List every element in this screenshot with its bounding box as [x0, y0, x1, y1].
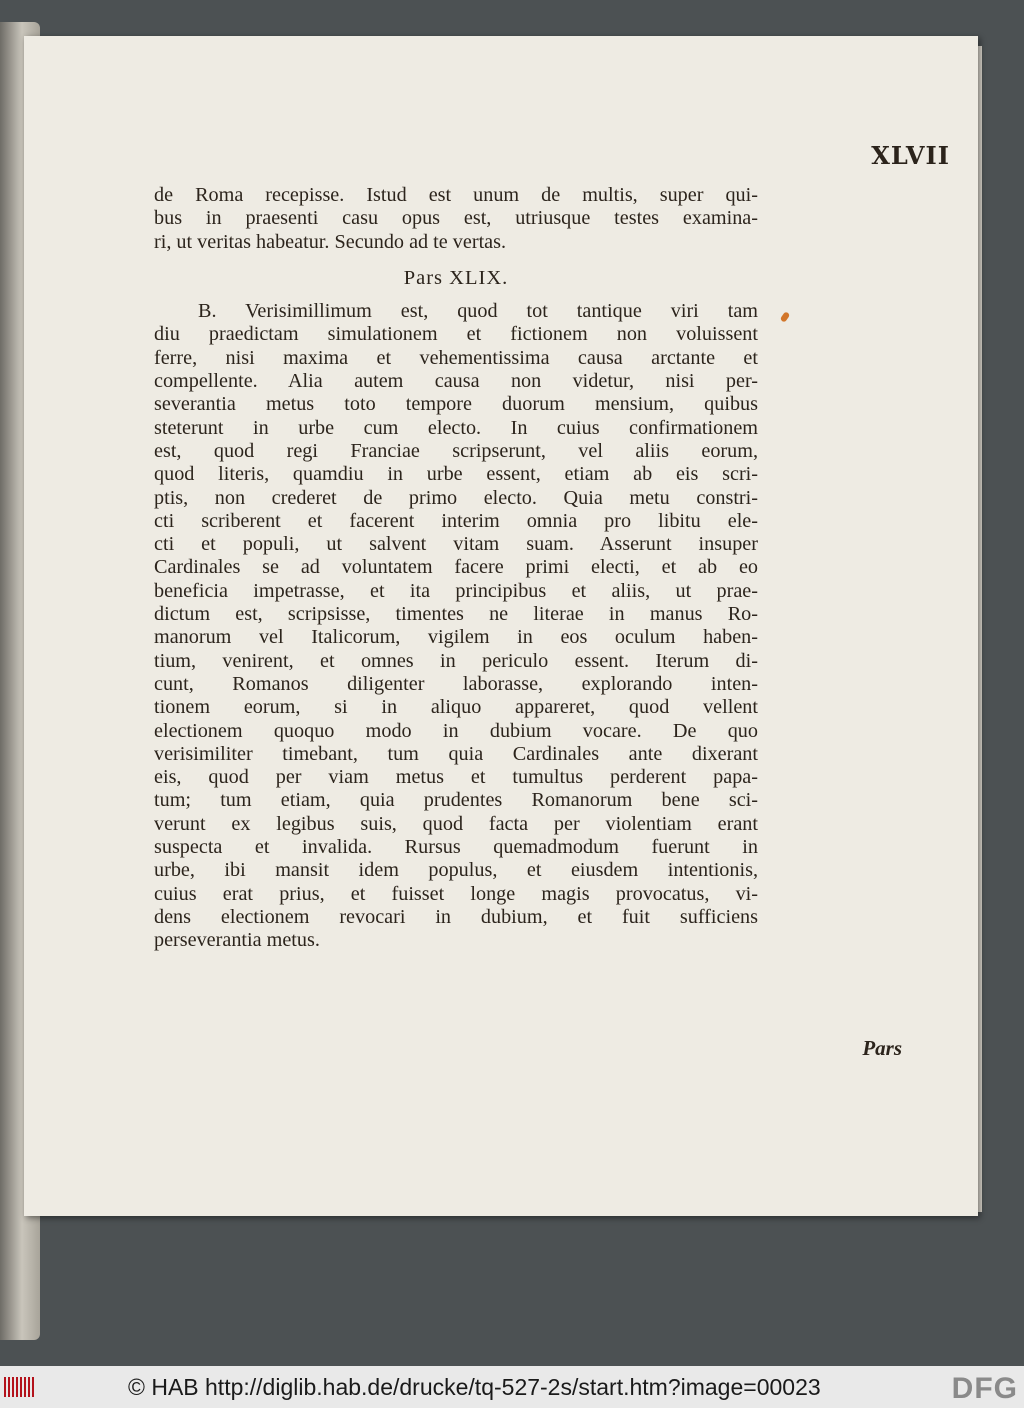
text-line: tium, venirent, et omnes in periculo essent. Iterum di-: [154, 649, 758, 672]
page-text: [154, 184, 758, 953]
footer-bar: [0, 1366, 1024, 1408]
section-heading: Pars XLIX.: [403, 266, 509, 289]
text-line: cti scriberent et facerent interim omnia pro libitu ele-: [154, 509, 758, 532]
text-line: quod literis, quamdiu in urbe essent, etiam ab eis scri-: [154, 463, 758, 486]
paragraph-continuation: [154, 184, 758, 254]
text-line: bus in praesenti casu opus est, utriusque testes examina-: [154, 207, 758, 230]
text-line: cti et populi, ut salvent vitam suam. Asserunt insuper: [154, 533, 758, 556]
text-line: compellente. Alia autem causa non videtur, nisi per-: [154, 370, 758, 393]
text-line: cunt, Romanos diligenter laborasse, explorando inten-: [154, 672, 758, 695]
text-line: est, quod regi Franciae scripserunt, vel aliis eorum,: [154, 439, 758, 462]
paragraph-main: [154, 300, 758, 952]
catchword: Pars: [862, 1036, 902, 1060]
text-line: Cardinales se ad voluntatem facere primi electi, et ab eo: [154, 556, 758, 579]
book-page: [24, 36, 978, 1216]
ink-speck: [780, 311, 791, 323]
text-line: diu praedictam simulationem et fictionem non voluissent: [154, 323, 758, 346]
text-line: cuius erat prius, et fuisset longe magis provocatus, vi-: [154, 882, 758, 905]
text-line: ferre, nisi maxima et vehementissima causa arctante et: [154, 346, 758, 369]
text-line: dictum est, scripsisse, timentes ne literae in manus Ro-: [154, 603, 758, 626]
text-line: steterunt in urbe cum electo. In cuius confirmationem: [154, 416, 758, 439]
citation-link[interactable]: © HAB http://diglib.hab.de/drucke/tq-527-2s/start.htm?image=00023: [128, 1373, 821, 1400]
text-line: tum; tum etiam, quia prudentes Romanorum bene sci-: [154, 789, 758, 812]
text-line: eis, quod per viam metus et tumultus perderent papa-: [154, 766, 758, 789]
text-line: suspecta et invalida. Rursus quemadmodum fuerunt in: [154, 836, 758, 859]
hab-logo-icon: [0, 1366, 40, 1408]
text-line: tionem eorum, si in aliquo appareret, quod vellent: [154, 696, 758, 719]
text-line: de Roma recepisse. Istud est unum de multis, super qui-: [154, 184, 758, 206]
text-line: verisimiliter timebant, tum quia Cardinales ante dixerant: [154, 742, 758, 765]
text-line: dens electionem revocari in dubium, et fuit sufficiens: [154, 905, 758, 928]
dfg-logo: DFG: [951, 1372, 1018, 1405]
text-line: beneficia impetrasse, et ita principibus et aliis, ut prae-: [154, 579, 758, 602]
text-line: urbe, ibi mansit idem populus, et eiusdem intentionis,: [154, 859, 758, 882]
text-line: B. Verisimillimum est, quod tot tantique viri tam: [198, 300, 758, 323]
text-line: manorum vel Italicorum, vigilem in eos oculum haben-: [154, 626, 758, 649]
text-line: perseverantia metus.: [154, 929, 320, 952]
text-line: verunt ex legibus suis, quod facta per violentiam erant: [154, 812, 758, 835]
text-line: ri, ut veritas habeatur. Secundo ad te vertas.: [154, 230, 507, 253]
text-line: severantia metus toto tempore duorum mensium, quibus: [154, 393, 758, 416]
text-line: ptis, non crederet de primo electo. Quia metu constri-: [154, 486, 758, 509]
text-line: electionem quoquo modo in dubium vocare. De quo: [154, 719, 758, 742]
page-number: XLVII: [871, 141, 950, 170]
